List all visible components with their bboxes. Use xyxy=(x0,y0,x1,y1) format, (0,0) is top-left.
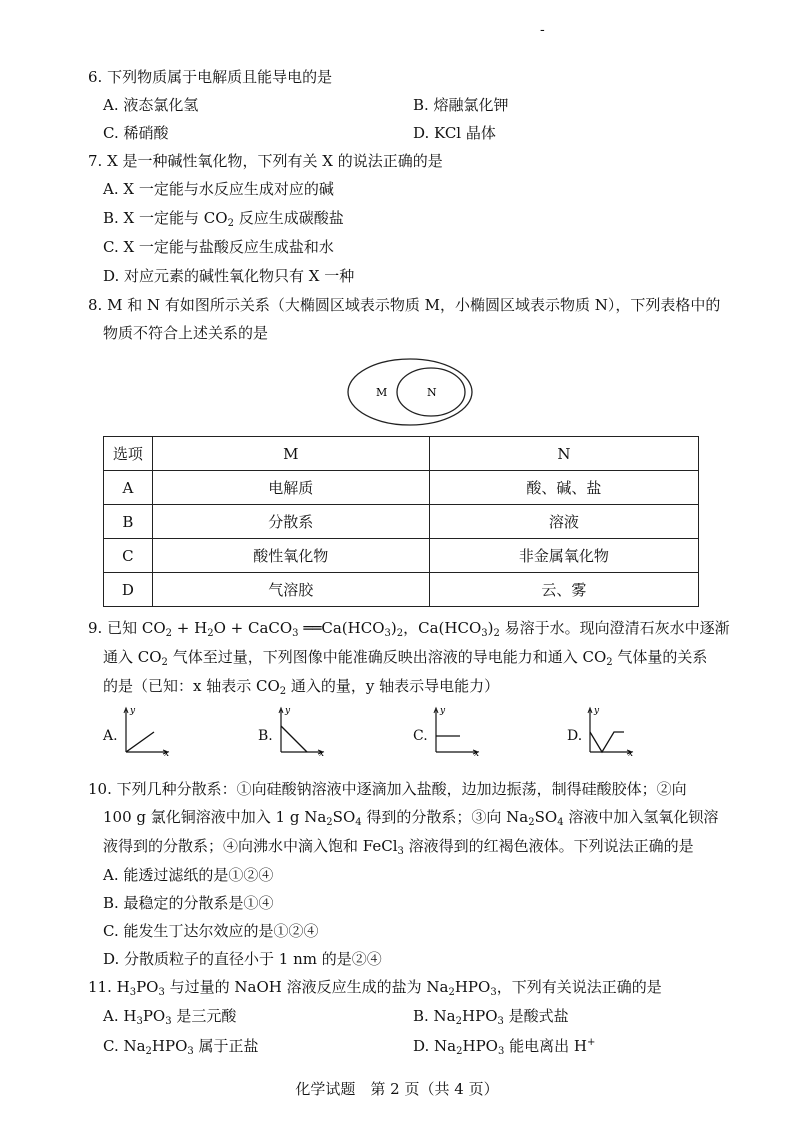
q6-option-b: B. 熔融氯化钾 xyxy=(413,96,509,114)
q9-graph-d xyxy=(582,704,638,756)
venn-label-n: N xyxy=(427,386,437,399)
table-header-row xyxy=(104,437,699,471)
q7-option-d: D. 对应元素的碱性氧化物只有 X 一种 xyxy=(103,267,355,285)
table-header: N xyxy=(429,437,698,471)
q6-stem: 6. 下列物质属于电解质且能导电的是 xyxy=(88,68,333,86)
svg-text:y: y xyxy=(130,706,136,716)
svg-text:y: y xyxy=(440,706,446,716)
svg-text:y: y xyxy=(594,706,600,716)
q9-option-a-label: A. xyxy=(103,728,118,744)
q9-graph-a xyxy=(118,704,174,756)
q7-option-b: B. X 一定能与 $CO_2$ 反应生成碳酸盐 xyxy=(103,209,344,229)
q10-option-b: B. 最稳定的分散系是①④ xyxy=(103,894,274,912)
q9-option-c-label: C. xyxy=(413,728,428,744)
table-cell: A xyxy=(104,471,153,505)
top-mark: - xyxy=(540,22,545,38)
q11-option-a: A. $H_3PO_3$ 是三元酸 xyxy=(103,1007,237,1027)
q9-stem-line3: 的是（已知：x 轴表示 $CO_2$ 通入的量，y 轴表示导电能力） xyxy=(103,677,500,697)
table-row xyxy=(104,471,699,505)
svg-text:x: x xyxy=(319,749,325,756)
table-cell: 云、雾 xyxy=(429,573,698,607)
venn-label-m: M xyxy=(376,386,388,399)
svg-text:x: x xyxy=(164,749,170,756)
q11-stem: 11. $H_3PO_3$ 与过量的 NaOH 溶液反应生成的盐为 $Na_2HPO_3$，下列有关说法正确的是 xyxy=(88,978,662,998)
q10-option-d: D. 分散质粒子的直径小于 1 nm 的是②④ xyxy=(103,950,382,968)
table-cell: 酸性氧化物 xyxy=(152,539,429,573)
q9-graph-c xyxy=(428,704,484,756)
q10-stem-line2: 100 g 氯化铜溶液中加入 1 g $Na_2SO_4$ 得到的分散系；③向 $Na_2SO_4$ 溶液中加入氢氧化钡溶 xyxy=(103,808,719,828)
venn-diagram xyxy=(345,356,475,428)
svg-text:x: x xyxy=(474,749,480,756)
table-header: M xyxy=(152,437,429,471)
q8-table xyxy=(103,436,699,607)
svg-text:y: y xyxy=(285,706,291,716)
table-row xyxy=(104,573,699,607)
table-cell: D xyxy=(104,573,153,607)
q7-option-a: A. X 一定能与水反应生成对应的碱 xyxy=(103,180,334,198)
q11-option-d: D. $Na_2HPO_3$ 能电离出 H+ xyxy=(413,1037,596,1057)
q9-graph-b xyxy=(273,704,329,756)
q10-option-a: A. 能透过滤纸的是①②④ xyxy=(103,866,274,884)
table-row xyxy=(104,505,699,539)
table-cell: 电解质 xyxy=(152,471,429,505)
table-cell: 溶液 xyxy=(429,505,698,539)
q10-stem-line1: 10. 下列几种分散系：①向硅酸钠溶液中逐滴加入盐酸，边加边振荡，制得硅酸胶体；②向 xyxy=(88,780,687,798)
q10-stem-line3: 液得到的分散系；④向沸水中滴入饱和 FeCl$_3$ 溶液得到的红褐色液体。下列说法正确的是 xyxy=(103,837,694,857)
q6-option-c: C. 稀硝酸 xyxy=(103,124,169,142)
table-cell: 非金属氧化物 xyxy=(429,539,698,573)
q8-stem-line2: 物质不符合上述关系的是 xyxy=(103,324,269,342)
q9-option-b-label: B. xyxy=(258,728,273,744)
page-footer: 化学试题 第 2 页（共 4 页） xyxy=(295,1080,499,1098)
q11-option-c: C. $Na_2HPO_3$ 属于正盐 xyxy=(103,1037,259,1057)
table-row xyxy=(104,539,699,573)
q7-option-c: C. X 一定能与盐酸反应生成盐和水 xyxy=(103,238,334,256)
table-cell: 酸、碱、盐 xyxy=(429,471,698,505)
table-header: 选项 xyxy=(104,437,153,471)
venn-outer-ellipse xyxy=(348,359,472,425)
table-cell: 分散系 xyxy=(152,505,429,539)
table-cell: 气溶胶 xyxy=(152,573,429,607)
q7-stem: 7. X 是一种碱性氧化物，下列有关 X 的说法正确的是 xyxy=(88,152,443,170)
q10-option-c: C. 能发生丁达尔效应的是①②④ xyxy=(103,922,319,940)
q8-stem-line1: 8. M 和 N 有如图所示关系（大椭圆区域表示物质 M，小椭圆区域表示物质 N），下列表格中的 xyxy=(88,296,721,314)
svg-text:x: x xyxy=(628,749,634,756)
table-cell: B xyxy=(104,505,153,539)
q9-option-d-label: D. xyxy=(567,728,583,744)
q9-stem-line1: 9. 已知 $CO_2 + H_2O$ + CaCO$_3$ $══Ca(HCO_3)_2$，$Ca(HCO_3)_2$ 易溶于水。现向澄清石灰水中逐渐 xyxy=(88,619,730,639)
table-cell: C xyxy=(104,539,153,573)
q11-option-b: B. $Na_2HPO_3$ 是酸式盐 xyxy=(413,1007,569,1027)
q6-option-d: D. KCl 晶体 xyxy=(413,124,496,142)
q6-option-a: A. 液态氯化氢 xyxy=(103,96,199,114)
q9-stem-line2: 通入 $CO_2$ 气体至过量，下列图像中能准确反映出溶液的导电能力和通入 $CO_2$ 气体量的关系 xyxy=(103,648,708,668)
